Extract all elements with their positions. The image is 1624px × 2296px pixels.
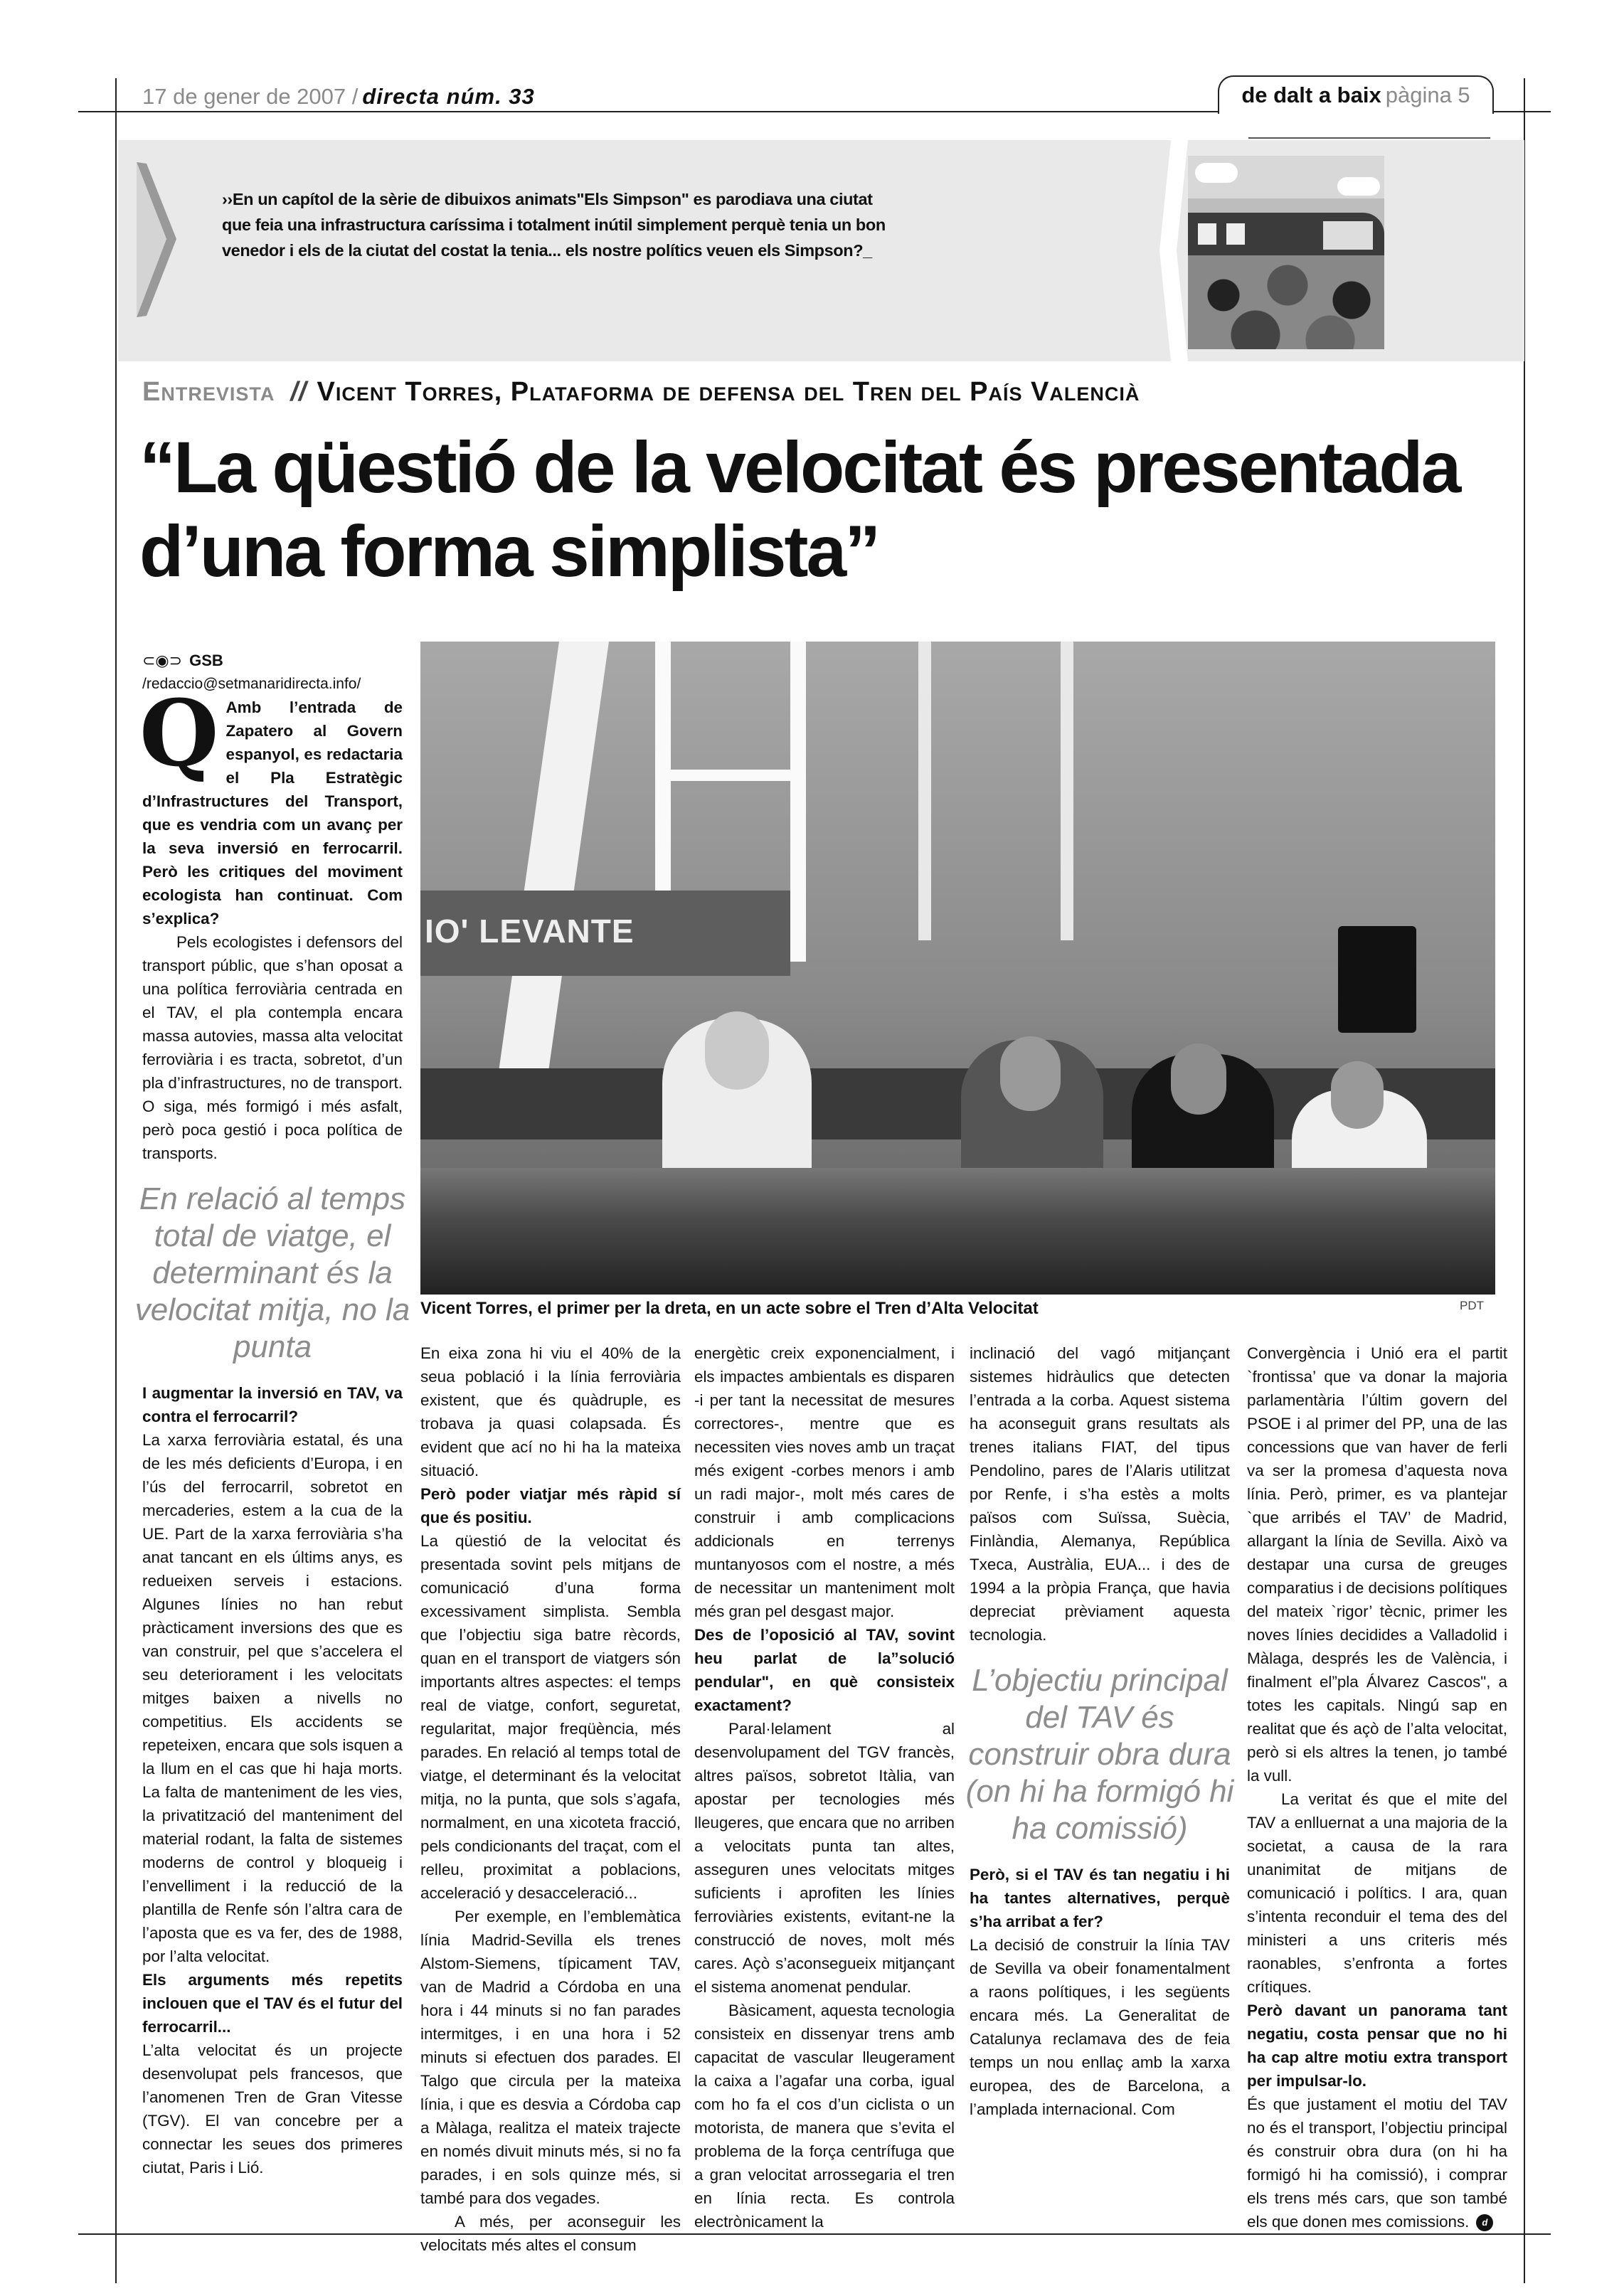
section-tab <box>1218 75 1494 114</box>
venue-sign: IO' LEVANTE <box>425 913 635 950</box>
article-column-4 <box>970 1341 1230 1647</box>
issue-number: directa núm. 33 <box>362 84 535 109</box>
interview-question <box>1247 1999 1507 2093</box>
article-column-3 <box>694 1341 955 2233</box>
kicker-subject: Vicent Torres, Plataforma de defensa del Tren del País Valencià <box>317 377 1140 407</box>
simpsons-cartoon-image <box>1188 156 1384 349</box>
event-photo <box>420 642 1495 1295</box>
interview-question <box>142 1381 403 1428</box>
crop-mark <box>115 2233 117 2283</box>
paragraph-text: La decisió de construir la línia TAV de Sevilla va obeir fonamentalment a raons polítiques, i les següents encara més. La Generalitat de Catalunya reclamava des de feia temps un nou enllaç amb la xarxa europea, des de Barcelona, a l’amplada internacional. Com <box>970 1936 1230 2118</box>
paragraph-text: Però poder viatjar més ràpid sí que és positiu. <box>420 1485 681 1526</box>
eye-pointer-icon: ⊂◉⊃ <box>142 652 183 669</box>
page-number: pàgina 5 <box>1385 83 1470 107</box>
speaker-box <box>1338 926 1416 1033</box>
paragraph-text: inclinació del vagó mitjançant sistemes hidràulics que detecten l’entrada a la corba. Aquest sistema ha aconseguit grans resultats als trenes italians FIAT, del tipus Pendolino, pares de l’Alaris utilitzat por Renfe, i s’ha estès a molts països com Suïssa, Suècia, Finlàndia, Alemanya, República Txeca, Austràlia, EUA... i des de 1994 a la pròpia França, que havia depreciat prèviament aquesta tecnologia. <box>970 1344 1230 1644</box>
teaser-rule <box>1248 137 1490 139</box>
interview-answer <box>1247 1341 1507 1787</box>
author-email: /redaccio@setmanaridirecta.info/ <box>142 676 361 692</box>
paragraph-text: La xarxa ferroviària estatal, és una de les més deficients d’Europa, i en l’ús del ferrocarril, sobretot en mercaderies, estem a la cua de la UE. Part de la xarxa ferroviària s’ha anat tancant en els últims anys, es redueixen serveis i estacions. Algunes línies no han rebut pràcticament inversions des que es van construir, pel que s’accelera el seu deteriorament i les velocitats mitges baixen a nivells no competitius. Els accidents se repeteixen, encara que sols isquen a la llum en el cas que hi haja morts. La falta de manteniment de les vies, la privatització del manteniment del material rodant, la falta de sistemes moderns de control y bloqueig i l’envelliment i la reducció de la plantilla de Renfe són l’altra cara de l’aposta que es va fer, des de 1988, por l’alta velocitat. <box>142 1431 403 1965</box>
interview-answer <box>420 1341 681 1482</box>
interview-answer <box>970 1341 1230 1647</box>
photo-caption: Vicent Torres, el primer per la dreta, en un acte sobre el Tren d’Alta Velocitat <box>420 1299 1039 1318</box>
interview-question <box>142 1968 403 2039</box>
drop-cap: Q <box>139 681 219 787</box>
paragraph-text: L’alta velocitat és un projecte desenvolupat pels francesos, que l’anomenen Tren de Gran Vitesse (TGV). El van concebre per a connectar les seues dos primeres ciutat, Paris i Lió. <box>142 2041 403 2177</box>
teaser-text: ››En un capítol de la sèrie de dibuixos animats"Els Simpson" es parodiava una ciutat que feia una infrastructura caríssima i totalment inútil simplement perquè tenia un bon venedor i els de la ciutat del costat la tenia... els nostre polítics veuen els Simpson?_ <box>222 190 886 260</box>
right-margin-rule <box>1524 78 1525 2233</box>
paragraph-text: Paral·lelament al desenvolupament del TGV francès, altres països, sobretot Itàlia, van apostar per tecnologies més lleugeres, que encara que no arriben a velocitats punta tan altes, asseguren unes velocitats mitges suficients i aprofiten les línies ferroviàries existents, evitant-ne la construcció de noves, molt més cares. Açò s’aconsegueix mitjançant el sistema anomenat pendular. <box>694 1720 955 1996</box>
left-margin-rule <box>115 78 117 2233</box>
interview-answer <box>694 1717 955 1999</box>
interview-answer <box>142 1428 403 1968</box>
article-column-5 <box>1247 1341 1507 2233</box>
intro-column <box>139 649 403 1165</box>
pull-quote: L’objectiu principal del TAV és construir obra dura (on hi ha formigó hi ha comissió) <box>965 1663 1234 1846</box>
paragraph-text: Convergència i Unió era el partit `frontissa’ que va donar la majoria parlamentària l’últim govern del PSOE i al primer del PP, una de las concessions que van haver de ferli va ser la promesa d’aquesta nova línia. Però, primer, es va plantejar `que arribés el TAV’ de Madrid, allargant la línia de Sevilla. Això va destapar una cursa de greuges comparatius i de decisions polítiques del mateix `rigor’ tècnic, primer les noves línies decidides a Valladolid i Màlaga, després les de València, i finalment el”pla Álvarez Cascos", a totes les capitals. Ningú sap en realitat que és açò de l’alta velocitat, però si els altres la tenen, jo també la vull. <box>1247 1344 1507 1785</box>
issue-header <box>142 84 535 110</box>
article-column-2 <box>420 1341 681 2257</box>
byline <box>142 649 403 672</box>
paragraph-text: energètic creix exponencialment, i els impactes ambientals es disparen -i per tant la necessitat de mesures correctores-, mentre que es necessiten vies noves amb un traçat més exigent -corbes menors i amb un radi major-, molt més cares de construir i amb complicacions addicionals en terrenys muntanyosos com el nostre, a més de necessitar un manteniment molt més gran pel desgast major. <box>694 1344 955 1620</box>
paragraph-text: La qüestió de la velocitat és presentada sovint pels mitjans de comunicació d’una forma excessivament simplista. Sembla que l’objectiu siga batre rècords, quan en el transport de viatgers són importants altres aspectes: el temps real de viatge, confort, seguretat, regularitat, major freqüència, més parades. En relació al temps total de viatge, el determinant és la velocitat mitja, no la punta, que sols s’agafa, normalment, en una xicoteta fracció, pels condicionants del traçat, com el relleu, proximitat a poblacions, acceleració y desacceleració... <box>420 1532 681 1902</box>
paragraph-text: A més, per aconseguir les velocitats més altes el consum <box>420 2213 681 2254</box>
article-column-4-continued <box>970 1863 1230 2121</box>
crop-mark <box>1524 2233 1525 2283</box>
interview-answer <box>694 1341 955 1623</box>
kicker-label: Entrevista <box>142 377 275 407</box>
paragraph-text: La veritat és que el mite del TAV a enlluernat a una majoria de la societat, a causa de la rara unanimitat de mitjans de comunicació i polítics. I ara, quan s’intenta reconduir el tema des del ministeri a uns criteris més raonables, s’enfronta a fortes crítiques. <box>1247 1790 1507 1996</box>
paragraph-text: I augmentar la inversió en TAV, va contra el ferrocarril? <box>142 1384 403 1425</box>
page-title: “La qüestió de la velocitat és presentada d’una forma simplista” <box>139 427 1460 592</box>
paragraph-text: Bàsicament, aquesta tecnologia consisteix en dissenyar trens amb capacitat de vascular lleugerament la caixa a l’agafar una corba, igual com ho fa el cos d’un ciclista o un motorista, de manera que s’evita el problema de la força centrífuga que a gran velocitat arrossegaria el tren en línia recta. Es controla electrònicament la <box>694 2002 955 2231</box>
arrow-chevron-icon <box>132 155 181 323</box>
interview-question <box>420 1482 681 1529</box>
article-column-1 <box>142 1381 403 2179</box>
paragraph-text: És que justament el motiu del TAV no és el transport, l’objectiu principal és construir obra dura (on hi ha formigó hi ha comissió), i comprar els trens més cars, que son també els que donen mes comissions. <box>1247 2095 1507 2231</box>
interview-answer <box>142 2039 403 2179</box>
interview-answer <box>420 1529 681 1905</box>
interview-question <box>694 1623 955 1717</box>
footer-rule <box>78 2233 1551 2235</box>
interview-answer <box>694 1999 955 2233</box>
paragraph-text: Per exemple, en l’emblemàtica línia Madrid-Sevilla els trenes Alstom-Siemens, típicament TAV, van de Madrid a Córdoba en una hora i 44 minuts si no fan parades intermitges, i en una hora i 52 minuts si efectuen dos parades. El Talgo que circula per la mateixa línia, i que es desvia a Córdoba cap a Màlaga, realitza el mateix trajecte en només divuit minuts més, si no fa parades, i en sols quinze més, si també para dos vegades. <box>420 1908 681 2207</box>
kicker-separator: // <box>290 377 307 407</box>
paragraph-text: Des de l’oposició al TAV, sovint heu parlat de la”solució pendular", en què consisteix exactament? <box>694 1626 955 1714</box>
question: Amb l’entrada de Zapatero al Govern espanyol, es redactaria el Pla Estratègic d’Infrastructures del Transport, que es vendria com un avanç per la seva inversió en ferrocarril. Però les critiques del moviment ecologista han continuat. Com s’explica? <box>142 698 403 928</box>
article-kicker <box>142 377 1140 408</box>
end-of-article-icon: d <box>1476 2214 1493 2231</box>
interview-answer <box>420 2210 681 2257</box>
left-column-stack <box>134 649 410 2179</box>
interview-answer <box>420 1905 681 2210</box>
answer: Pels ecologistes i defensors del transport públic, que s’han oposat a una política ferroviària centrada en el TAV, el pla contempla encara massa autovies, massa alta velocitat ferroviària i es tracta, sobretot, d’un pla d’infrastructures, no de transport. O siga, més formigó i més asfalt, però poca gestió i poca política de transports. <box>142 933 403 1162</box>
interview-answer <box>970 1933 1230 2121</box>
paragraph-text: Però davant un panorama tant negatiu, costa pensar que no hi ha cap altre motiu extra transport per impulsar-lo. <box>1247 2002 1507 2090</box>
section-name: de dalt a baix <box>1241 83 1381 107</box>
issue-date: 17 de gener de 2007 / <box>142 84 359 109</box>
paragraph-text: Però, si el TAV és tan negatiu i hi ha tantes alternatives, perquè s’ha arribat a fer? <box>970 1866 1230 1930</box>
paragraph-text: Els arguments més repetits inclouen que el TAV és el futur del ferrocarril... <box>142 1971 403 2036</box>
paragraph-text: En eixa zona hi viu el 40% de la seua població i la línia ferroviària existent, que és quàdruple, es trobava ja quasi colapsada. És evident que ací no hi ha la mateixa situació. <box>420 1344 681 1479</box>
column-4-stack <box>965 1341 1234 2121</box>
pull-quote: En relació al temps total de viatge, el determinant és la velocitat mitja, no la punta <box>134 1181 410 1364</box>
interview-answer <box>1247 2093 1507 2233</box>
author: GSB <box>189 652 223 669</box>
photo-credit: PDT <box>1460 1299 1484 1312</box>
interview-answer <box>1247 1787 1507 1999</box>
interview-question <box>970 1863 1230 1933</box>
